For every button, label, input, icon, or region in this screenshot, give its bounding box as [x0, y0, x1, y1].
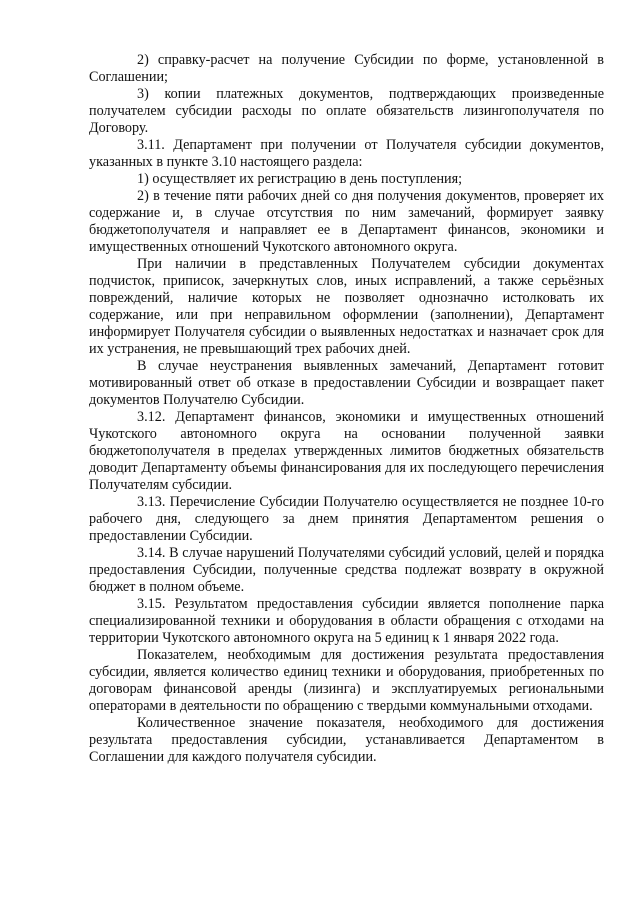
paragraph-registration: 1) осуществляет их регистрацию в день поступления; — [137, 171, 463, 187]
paragraph-indicator: Показателем, необходимым для достижения результата предоставления субсидии, является количество единиц техники и оборудования, приобретенных по договорам финансовой аренды (лизинга) и эксплуатируемых региональными операторами в деятельности по обращению с твердыми коммунальными отходами. — [89, 647, 604, 714]
paragraph-spravka: 2) справку-расчет на получение Субсидии по форме, установленной в Соглашении; — [89, 52, 604, 85]
paragraph-3-14: 3.14. В случае нарушений Получателями субсидий условий, целей и порядка предоставления Субсидии, полученные средства подлежат возврату в окружной бюджет в полном объеме. — [89, 545, 604, 595]
paragraph-defects: При наличии в представленных Получателем субсидии документах подчисток, приписок, зачеркнутых слов, иных исправлений, а также серьёзных повреждений, наличие которых не позволяет однозначно истолковать их содержание, или при неправильном оформлении (заполнении), Департамент информирует Получателя субсидии о выявленных недостатках и назначает срок для их устранения, не превышающий трех рабочих дней. — [89, 256, 604, 357]
paragraph-3-11: 3.11. Департамент при получении от Получателя субсидии документов, указанных в пункте 3.10 настоящего раздела: — [89, 137, 604, 170]
paragraph-3-13: 3.13. Перечисление Субсидии Получателю осуществляется не позднее 10-го рабочего дня, следующего за днем принятия Департаментом решения о предоставлении Субсидии. — [89, 494, 604, 544]
paragraph-3-12: 3.12. Департамент финансов, экономики и имущественных отношений Чукотского автономного округа на основании полученной заявки бюджетополучателя в пределах утвержденных лимитов бюджетных обязательств доводит Департаменту объемы финансирования для их последующего перечисления Получателям субсидии. — [89, 409, 604, 493]
paragraph-five-days: 2) в течение пяти рабочих дней со дня получения документов, проверяет их содержание и, в случае отсутствия по ним замечаний, формирует заявку бюджетополучателя и направляет ее в Департамент финансов, экономики и имущественных отношений Чукотского автономного округа. — [89, 188, 604, 255]
paragraph-refusal: В случае неустранения выявленных замечаний, Департамент готовит мотивированный ответ об отказе в предоставлении Субсидии и возвращает пакет документов Получателю Субсидии. — [89, 358, 604, 408]
document-body — [89, 52, 604, 766]
paragraph-3-15: 3.15. Результатом предоставления субсидии является пополнение парка специализированной техники и оборудования в области обращения с отходами на территории Чукотского автономного округа на 5 единиц к 1 января 2022 года. — [89, 596, 604, 646]
paragraph-kopii: 3) копии платежных документов, подтверждающих произведенные получателем субсидии расходы по оплате обязательств лизингополучателя по Договору. — [89, 86, 604, 136]
paragraph-indicator-value: Количественное значение показателя, необходимого для достижения результата предоставления субсидии, устанавливается Департаментом в Соглашении для каждого получателя субсидии. — [89, 715, 604, 765]
